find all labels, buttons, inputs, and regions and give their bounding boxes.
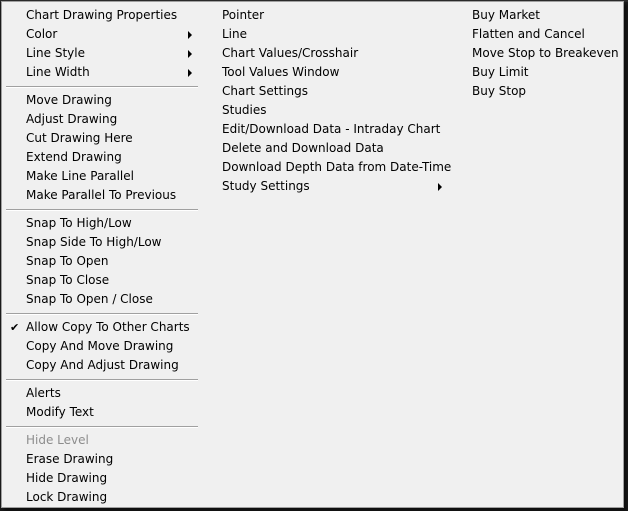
menu-item-label: Hide Drawing [26, 471, 108, 485]
menu-item-edit-download-data[interactable] [198, 120, 448, 139]
menu-item-copy-and-move-drawing[interactable] [2, 337, 198, 356]
menu-item-studies[interactable] [198, 101, 448, 120]
menu-item-label: Edit/Download Data - Intraday Chart [222, 122, 441, 136]
menu-separator [2, 82, 198, 91]
menu-separator [2, 375, 198, 384]
menu-item-cut-drawing-here[interactable] [2, 129, 198, 148]
menu-item-label: Line [222, 27, 248, 41]
menu-item-chart-settings[interactable] [198, 82, 448, 101]
menu-item-pointer[interactable] [198, 6, 448, 25]
menu-item-label: Allow Copy To Other Charts [26, 320, 190, 334]
menu-item-label: Extend Drawing [26, 150, 122, 164]
menu-item-label: Chart Drawing Properties [26, 8, 178, 22]
menu-column-trade [448, 6, 623, 101]
menu-item-label: Flatten and Cancel [472, 27, 585, 41]
menu-item-allow-copy-to-other-charts[interactable] [2, 318, 198, 337]
menu-item-label: Buy Market [472, 8, 541, 22]
menu-item-modify-text[interactable] [2, 403, 198, 422]
menu-item-label: Make Line Parallel [26, 169, 134, 183]
menu-separator [2, 422, 198, 431]
menu-item-label: Snap To Open / Close [26, 292, 153, 306]
menu-item-copy-and-adjust-drawing[interactable] [2, 356, 198, 375]
menu-item-label: Buy Stop [472, 84, 527, 98]
menu-item-lock-drawing[interactable] [2, 488, 198, 507]
menu-item-label: Buy Limit [472, 65, 529, 79]
menu-separator [2, 309, 198, 318]
menu-item-snap-to-open-close[interactable] [2, 290, 198, 309]
menu-item-label: Make Parallel To Previous [26, 188, 177, 202]
menu-item-label: Study Settings [222, 179, 310, 193]
menu-item-label: Copy And Move Drawing [26, 339, 174, 353]
menu-item-hide-level [2, 431, 198, 450]
submenu-arrow-icon [188, 69, 192, 77]
menu-item-label: Delete and Download Data [222, 141, 384, 155]
menu-item-delete-and-download-data[interactable] [198, 139, 448, 158]
menu-item-label: Line Width [26, 65, 90, 79]
menu-item-line[interactable] [198, 25, 448, 44]
menu-item-label: Lock Drawing [26, 490, 108, 504]
chart-context-menu [1, 1, 624, 508]
menu-item-label: Line Style [26, 46, 85, 60]
menu-item-snap-to-high-low[interactable] [2, 214, 198, 233]
submenu-arrow-icon [438, 183, 442, 191]
menu-item-erase-drawing[interactable] [2, 450, 198, 469]
menu-item-hide-drawing[interactable] [2, 469, 198, 488]
menu-item-move-drawing[interactable] [2, 91, 198, 110]
menu-item-snap-to-open[interactable] [2, 252, 198, 271]
menu-item-buy-stop[interactable] [448, 82, 623, 101]
checkmark-icon: ✔ [10, 321, 20, 334]
menu-item-make-parallel-to-previous[interactable] [2, 186, 198, 205]
menu-item-label: Alerts [26, 386, 61, 400]
menu-item-study-settings[interactable] [198, 177, 448, 196]
menu-item-download-depth-data[interactable] [198, 158, 452, 177]
menu-item-label: Cut Drawing Here [26, 131, 133, 145]
menu-item-alerts[interactable] [2, 384, 198, 403]
menu-item-label: Move Stop to Breakeven [472, 46, 619, 60]
menu-item-label: Studies [222, 103, 267, 117]
menu-item-label: Color [26, 27, 58, 41]
menu-column-drawing [2, 6, 198, 507]
menu-separator [2, 205, 198, 214]
menu-item-label: Tool Values Window [222, 65, 340, 79]
menu-item-label: Snap To Open [26, 254, 109, 268]
menu-item-adjust-drawing[interactable] [2, 110, 198, 129]
menu-item-chart-drawing-properties[interactable] [2, 6, 198, 25]
submenu-arrow-icon [188, 31, 192, 39]
menu-item-label: Copy And Adjust Drawing [26, 358, 179, 372]
menu-item-label: Download Depth Data from Date-Time [222, 160, 452, 174]
menu-item-label: Erase Drawing [26, 452, 114, 466]
menu-item-label: Adjust Drawing [26, 112, 118, 126]
menu-item-label: Move Drawing [26, 93, 112, 107]
menu-item-label: Chart Values/Crosshair [222, 46, 359, 60]
menu-item-label: Snap Side To High/Low [26, 235, 162, 249]
menu-item-move-stop-to-breakeven[interactable] [448, 44, 623, 63]
menu-item-make-line-parallel[interactable] [2, 167, 198, 186]
menu-item-chart-values-crosshair[interactable] [198, 44, 448, 63]
menu-item-snap-side-to-high-low[interactable] [2, 233, 198, 252]
menu-item-label: Pointer [222, 8, 265, 22]
menu-item-flatten-and-cancel[interactable] [448, 25, 623, 44]
menu-item-buy-market[interactable] [448, 6, 623, 25]
menu-item-extend-drawing[interactable] [2, 148, 198, 167]
menu-item-snap-to-close[interactable] [2, 271, 198, 290]
menu-item-line-style[interactable] [2, 44, 198, 63]
menu-item-label: Snap To Close [26, 273, 110, 287]
submenu-arrow-icon [188, 50, 192, 58]
menu-column-chart [198, 6, 452, 196]
menu-item-buy-limit[interactable] [448, 63, 623, 82]
menu-item-label: Hide Level [26, 433, 89, 447]
menu-item-line-width[interactable] [2, 63, 198, 82]
menu-item-color[interactable] [2, 25, 198, 44]
menu-item-label: Chart Settings [222, 84, 309, 98]
menu-item-label: Snap To High/Low [26, 216, 132, 230]
menu-item-label: Modify Text [26, 405, 94, 419]
menu-item-tool-values-window[interactable] [198, 63, 448, 82]
